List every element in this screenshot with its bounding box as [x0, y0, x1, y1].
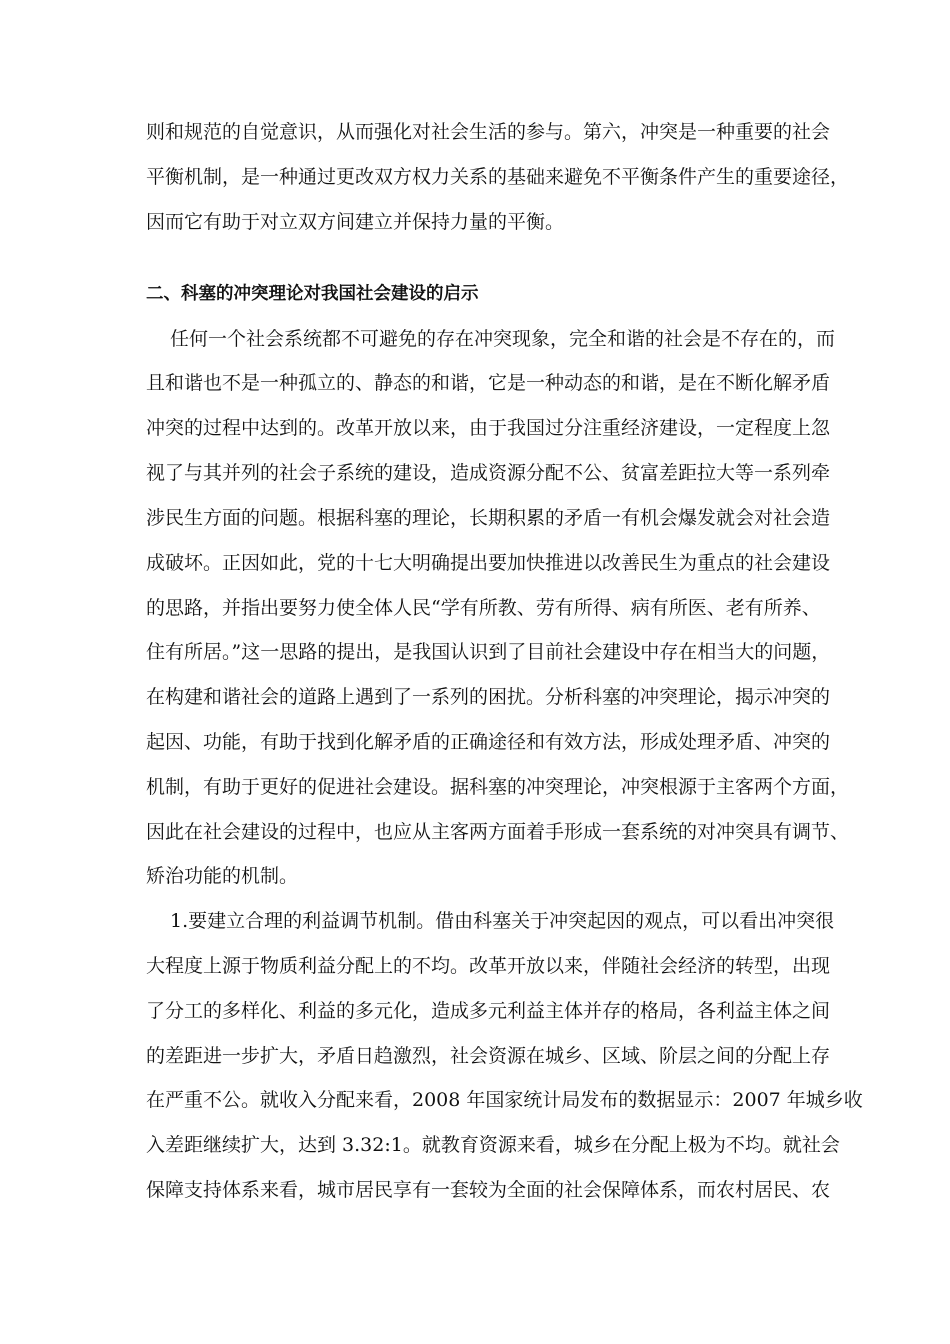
paragraph-2-line-3: 冲突的过程中达到的。改革开放以来，由于我国过分注重经济建设，一定程度上忽 [146, 417, 831, 439]
section-heading: 二、科塞的冲突理论对我国社会建设的启示 [146, 284, 479, 304]
paragraph-2-line-4: 视了与其并列的社会子系统的建设，造成资源分配不公、贫富差距拉大等一系列牵 [146, 462, 831, 484]
paragraph-2-line-10: 起因、功能，有助于找到化解矛盾的正确途径和有效方法，形成处理矛盾、冲突的 [146, 731, 831, 753]
paragraph-2-line-7: 的思路，并指出要努力使全体人民“学有所教、劳有所得、病有所医、老有所养、 [146, 597, 821, 619]
paragraph-1-line-1: 则和规范的自觉意识，从而强化对社会生活的参与。第六，冲突是一种重要的社会 [146, 121, 831, 143]
paragraph-1-line-2: 平衡机制，是一种通过更改双方权力关系的基础来避免不平衡条件产生的重要途径， [146, 166, 850, 188]
paragraph-3-line-5: 在严重不公。就收入分配来看，2008 年国家统计局发布的数据显示：2007 年城乡收 [146, 1089, 863, 1111]
paragraph-3-line-3: 了分工的多样化、利益的多元化，造成多元利益主体并存的格局，各利益主体之间 [146, 1000, 831, 1022]
paragraph-2-line-6: 成破坏。正因如此，党的十七大明确提出要加快推进以改善民生为重点的社会建设 [146, 552, 831, 574]
paragraph-3-line-7: 保障支持体系来看，城市居民享有一套较为全面的社会保障体系，而农村居民、农 [146, 1179, 831, 1201]
paragraph-2-line-2: 且和谐也不是一种孤立的、静态的和谐，它是一种动态的和谐，是在不断化解矛盾 [146, 372, 831, 394]
paragraph-2-line-9: 在构建和谐社会的道路上遇到了一系列的困扰。分析科塞的冲突理论，揭示冲突的 [146, 686, 831, 708]
paragraph-2-line-11: 机制，有助于更好的促进社会建设。据科塞的冲突理论，冲突根源于主客两个方面， [146, 776, 850, 798]
paragraph-3-line-1: 1.要建立合理的利益调节机制。借由科塞关于冲突起因的观点，可以看出冲突很 [170, 910, 835, 932]
paragraph-2-line-1: 任何一个社会系统都不可避免的存在冲突现象，完全和谐的社会是不存在的，而 [170, 328, 836, 350]
paragraph-2-line-8: 住有所居。”这一思路的提出，是我国认识到了目前社会建设中存在相当大的问题， [146, 641, 831, 663]
paragraph-3-line-2: 大程度上源于物质利益分配上的不均。改革开放以来，伴随社会经济的转型，出现 [146, 955, 831, 977]
paragraph-2-line-13: 矫治功能的机制。 [146, 865, 299, 887]
paragraph-3-line-6: 入差距继续扩大，达到 3.32:1。就教育资源来看，城乡在分配上极为不均。就社会 [146, 1134, 840, 1156]
paragraph-3-line-4: 的差距进一步扩大，矛盾日趋激烈，社会资源在城乡、区域、阶层之间的分配上存 [146, 1045, 831, 1067]
paragraph-1-line-3: 因而它有助于对立双方间建立并保持力量的平衡。 [146, 211, 565, 233]
paragraph-2-line-5: 涉民生方面的问题。根据科塞的理论，长期积累的矛盾一有机会爆发就会对社会造 [146, 507, 831, 529]
paragraph-2-line-12: 因此在社会建设的过程中，也应从主客两方面着手形成一套系统的对冲突具有调节、 [146, 821, 850, 843]
